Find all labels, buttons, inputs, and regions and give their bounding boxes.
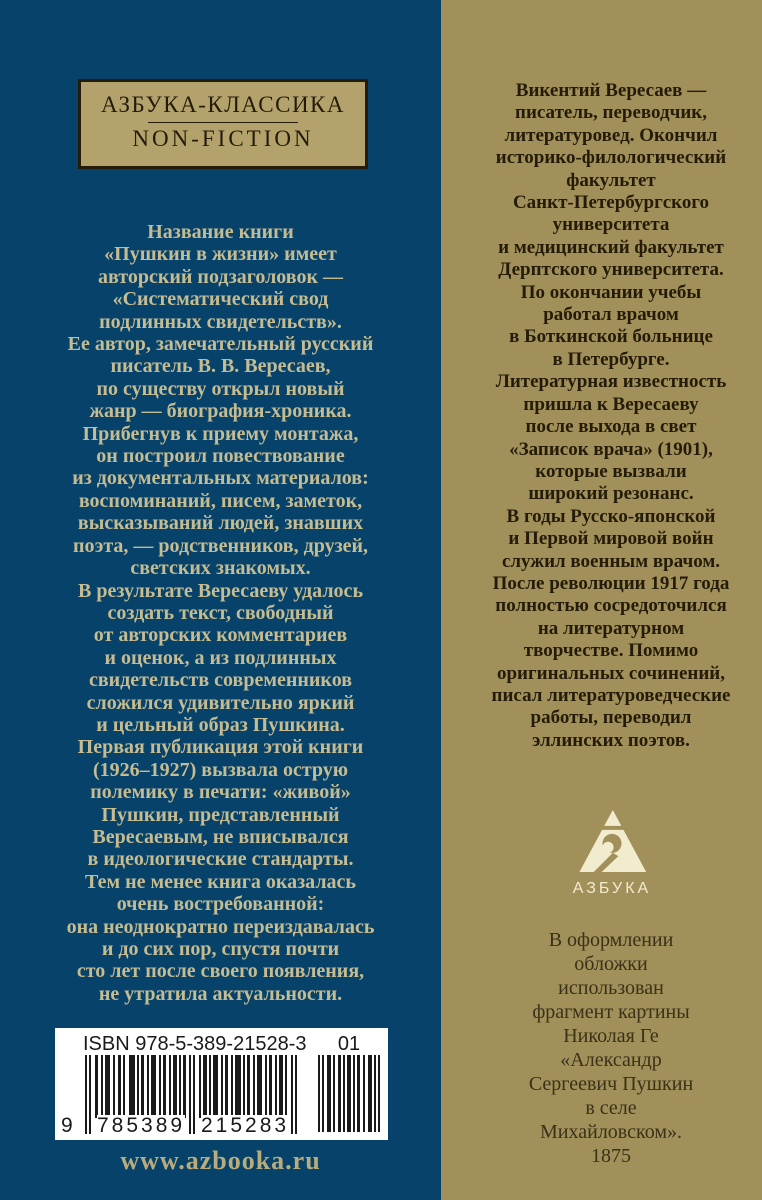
text-line: факультет	[566, 169, 656, 191]
text-line: обложки	[574, 953, 648, 975]
text-line: университета	[552, 214, 670, 236]
barcode-digit-group2: 215283	[201, 1114, 290, 1137]
text-line: в Боткинской больнице	[509, 326, 713, 348]
text-line: после выхода в свет	[525, 416, 697, 438]
text-line: После революции 1917 года	[492, 572, 730, 594]
text-line: свидетельств современников	[88, 669, 352, 692]
text-line: В результате Вересаеву удалось	[77, 579, 364, 602]
text-line: «Пушкин в жизни» имеет	[104, 243, 337, 266]
text-line: Прибегнув к приему монтажа,	[82, 422, 359, 445]
text-line: широкий резонанс.	[528, 483, 694, 505]
text-line: полностью сосредоточился	[495, 595, 727, 617]
text-line: по существу открыл новый	[96, 377, 345, 400]
text-line: «Записок врача» (1901),	[509, 438, 713, 460]
barcode	[55, 1028, 388, 1140]
text-line: Санкт-Петербургского	[512, 192, 710, 214]
text-line: в идеологические стандарты.	[87, 848, 354, 871]
cover-credit-text	[461, 928, 761, 1168]
text-line: фрагмент картины	[532, 1001, 690, 1023]
text-line: и до сих пор, спустя почти	[101, 938, 340, 960]
text-line: подлинных свидетельств».	[99, 310, 342, 333]
text-line: работы, переводил	[530, 707, 692, 729]
badge-divider	[148, 122, 298, 123]
isbn-label: ISBN 978-5-389-21528-3	[83, 1033, 307, 1055]
text-line: она неоднократно переиздавалась	[66, 915, 375, 938]
text-line: Ее автор, замечательный русский	[67, 333, 374, 356]
text-line: светских знакомых.	[130, 557, 311, 580]
text-line: 1875	[591, 1145, 631, 1167]
text-line: «Систематический свод	[112, 288, 329, 311]
text-line: Первая публикация этой книги	[77, 736, 364, 759]
series-badge	[78, 79, 368, 169]
text-line: и оценок, а из подлинных	[104, 646, 337, 669]
text-line: писатель, переводчик,	[515, 102, 707, 124]
text-line: Викентий Вересаев —	[515, 80, 707, 101]
publisher-logo-label: АЗБУКА	[572, 880, 652, 897]
text-line: писал литературоведческие	[491, 684, 731, 706]
annotation-text	[10, 221, 431, 1005]
barcode-digit-lead: 9	[61, 1114, 73, 1137]
text-line: сложился удивительно яркий	[86, 691, 355, 714]
series-subname: NON-FICTION	[132, 126, 314, 151]
text-line: сто лет после своего появления,	[76, 960, 365, 983]
text-line: Дерптского университета.	[498, 259, 724, 281]
text-line: В оформлении	[548, 929, 674, 951]
text-line: Пушкин, представленный	[101, 803, 340, 826]
barcode-addon-label: 01	[337, 1033, 361, 1055]
text-line: литературовед. Окончил	[504, 124, 718, 146]
text-line: Вересаевым, не вписывался	[92, 825, 349, 848]
text-line: и цельный образ Пушкина.	[96, 713, 345, 736]
text-line: жанр — биография-хроника.	[89, 400, 352, 423]
text-line: от авторских комментариев	[93, 624, 348, 647]
text-line: Сергеевич Пушкин	[528, 1073, 694, 1095]
text-line: использован	[558, 977, 664, 999]
publisher-logo	[552, 810, 672, 898]
text-line: писатель В. В. Вересаев,	[110, 355, 331, 378]
text-line: поэта, — родственников, друзей,	[72, 534, 369, 557]
text-line: и медицинский факультет	[498, 236, 724, 258]
text-line: Николая Ге	[563, 1025, 659, 1047]
text-line: очень востребованной:	[116, 893, 325, 916]
text-line: Название книги	[147, 221, 294, 243]
text-line: эллинских поэтов.	[532, 729, 690, 751]
text-line: и Первой мировой войн	[508, 528, 714, 550]
text-line: работал врачом	[543, 304, 679, 326]
text-line: В годы Русско-японской	[506, 505, 716, 527]
text-line: полемику в печати: «живой»	[90, 781, 351, 804]
text-line: создать текст, свободный	[107, 601, 334, 624]
text-line: на литературном	[537, 617, 685, 639]
text-line: пришла к Вересаеву	[523, 393, 699, 415]
text-line: он построил повествование	[96, 445, 345, 468]
text-line: Тем не менее книга оказалась	[84, 870, 356, 893]
text-line: творчестве. Помимо	[523, 640, 699, 662]
text-line: авторский подзаголовок —	[97, 265, 343, 288]
text-line: в Петербурге.	[552, 348, 670, 370]
text-line: высказываний людей, знавших	[77, 512, 364, 535]
author-bio-text	[461, 80, 761, 752]
text-line: воспоминаний, писем, заметок,	[78, 489, 363, 512]
text-line: которые вызвали	[535, 460, 687, 482]
series-name: АЗБУКА-КЛАССИКА	[101, 92, 345, 117]
text-line: (1926–1927) вызвала острую	[92, 758, 349, 781]
text-line: Михайловском».	[540, 1121, 682, 1143]
text-line: не утратила актуальности.	[98, 982, 343, 1005]
text-line: Литературная известность	[495, 371, 727, 393]
website-url: www.azbooka.ru	[120, 1146, 321, 1175]
text-line: оригинальных сочинений,	[496, 662, 726, 684]
text-line: историко-филологический	[495, 147, 727, 169]
text-line: «Александр	[560, 1049, 662, 1071]
barcode-digit-group1: 785389	[97, 1114, 186, 1137]
text-line: из документальных материалов:	[72, 467, 369, 490]
text-line: в селе	[585, 1097, 637, 1119]
azbuka-logo-icon	[567, 810, 657, 872]
gold-panel	[441, 0, 762, 1200]
text-line: служил военным врачом.	[501, 550, 721, 572]
text-line: По окончании учебы	[520, 281, 702, 303]
